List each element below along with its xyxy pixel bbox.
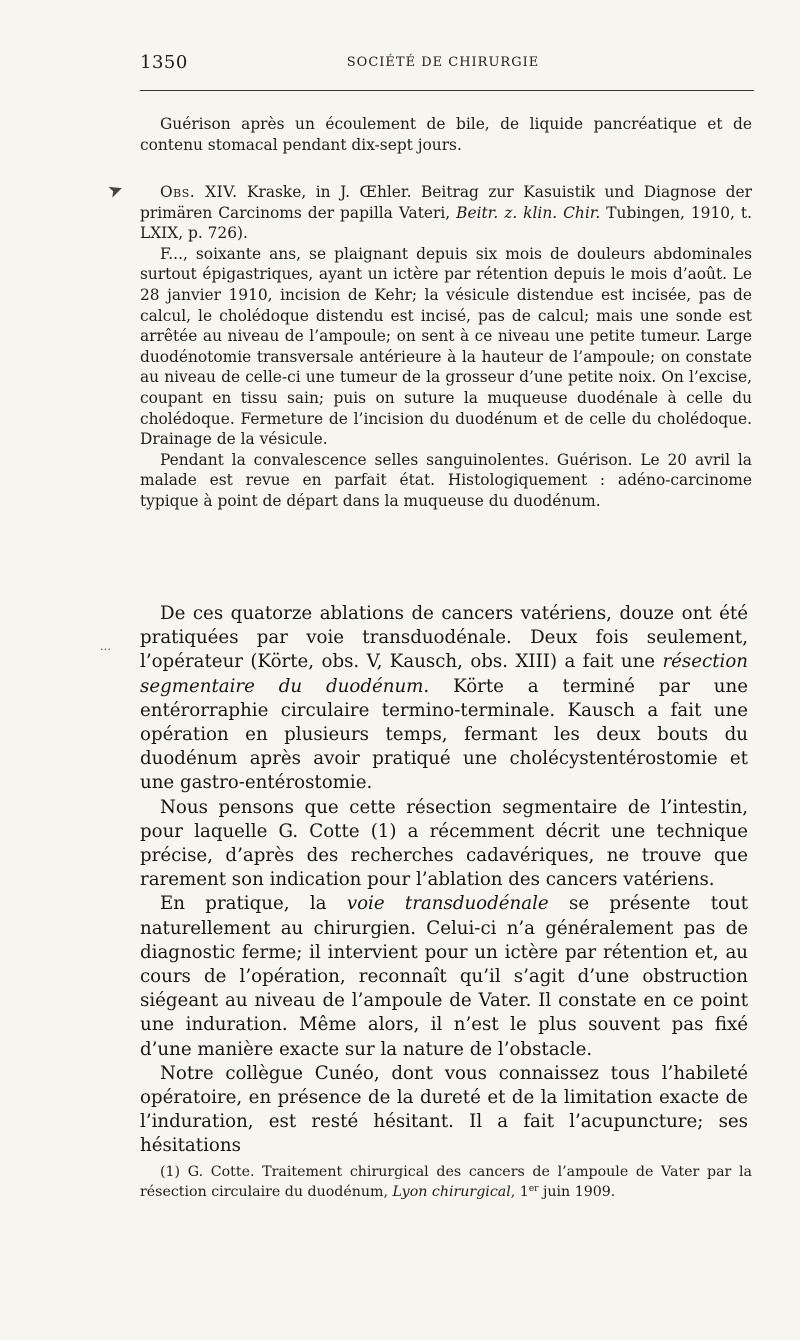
observation-xiv xyxy=(140,182,752,512)
body-paragraph-1-text-b: . Körte a terminé par une entérorraphie circulaire termino-terminale. Kausch a fait une opération en plusieurs temps, fermant les deux bouts du duodénum après avoir pratiqué une cholécystentérostomie et une gastro-entérostomie. xyxy=(140,675,748,794)
observation-reference xyxy=(140,182,752,244)
emphasis-resection: résection segmentaire du duodénum xyxy=(140,651,748,697)
body-paragraph-3-text-b: se présente tout naturellement au chirurgien. Celui-ci n’a généralement pas de diagnostic ferme; il intervient pour un ictère par rétention et, au cours de l’opération, reconnaît qu’il s’agit d’une obstruction siégeant au niveau de l’ampoule de Vater. Il constate en ce point une induration. Même alors, il n’est le plus souvent pas fixé d’une manière exacte sur la nature de l’obstacle. xyxy=(140,893,748,1060)
observation-paragraph-2: Pendant la convalescence selles sanguinolentes. Guérison. Le 20 avril la malade est revue en parfait état. Histologiquement : adéno-carcinome typique à point de départ dans la muqueuse du duodénum. xyxy=(140,450,752,510)
footnote-text-a: (1) G. Cotte. Traitement chirurgical des cancers de l’ampoule de Vater par la résection circulaire du duodénum, xyxy=(140,1164,752,1200)
page-header xyxy=(140,52,746,76)
previous-case-text: Guérison après un écoulement de bile, de liquide pancréatique et de contenu stomacal pendant dix-sept jours. xyxy=(140,115,752,154)
main-text xyxy=(140,602,748,1159)
body-paragraph-3 xyxy=(140,892,748,1061)
footnote xyxy=(140,1162,752,1202)
header-rule xyxy=(140,90,754,91)
footnote-superscript: er xyxy=(528,1184,539,1194)
margin-dot-icon: … xyxy=(100,640,111,653)
emphasis-transduodenal: voie transduodénale xyxy=(346,893,549,915)
body-paragraph-1 xyxy=(140,602,748,796)
body-paragraph-4: Notre collègue Cunéo, dont vous connaissez tous l’habileté opératoire, en présence de la dureté et de la limitation exacte de l’induration, est resté hésitant. Il a fait l’acupuncture; ses hésitations xyxy=(140,1062,748,1157)
reference-text-a: Kraske, in J. Œhler. Beitrag zur Kasuistik und Diagnose der primären Carcinoms der papilla Vateri, xyxy=(140,183,752,222)
previous-case-end xyxy=(140,114,752,155)
footnote-text xyxy=(140,1162,752,1202)
journal-title: Beitr. z. klin. Chir. xyxy=(456,203,601,222)
body-paragraph-1-text-a: De ces quatorze ablations de cancers vatériens, douze ont été pratiquées par voie transduodénale. Deux fois seulement, l’opérateur (Körte, obs. V, Kausch, obs. XIII) a fait une xyxy=(140,603,748,673)
footnote-text-b: , 1 xyxy=(510,1184,529,1200)
reference-text-b: Tubingen, 1910, t. LXIX, p. 726). xyxy=(140,203,752,243)
body-paragraph-2: Nous pensons que cette résection segmentaire de l’intestin, pour laquelle G. Cotte (1) a récemment décrit une technique précise, d’après des recherches cadavériques, ne trouve que rarement son indication pour l’ablation des cancers vatériens. xyxy=(140,796,748,891)
footnote-text-c: juin 1909. xyxy=(538,1184,616,1200)
footnote-journal: Lyon chirurgical xyxy=(392,1184,511,1200)
observation-heading: Obs. XIV. xyxy=(160,183,238,201)
observation-paragraph-1: F..., soixante ans, se plaignant depuis six mois de douleurs abdominales surtout épigastriques, ayant un ictère par rétention depuis le mois d’août. Le 28 janvier 1910, incision de Kehr; la vésicule distendue est incisée, pas de calcul, le cholédoque distendu est incisé, pas de calcul; mais une sonde est arrêtée au niveau de l’ampoule; on sent à ce niveau une petite tumeur. Large duodénotomie transversale antérieure à la hauteur de l’ampoule; on constate au niveau de celle-ci une tumeur de la grosseur d’une petite noix. On l’excise, coupant en tissu sain; puis on suture la muqueuse duodénale à celle du cholédoque. Fermeture de l’incision du duodénum et de celle du cholédoque. Drainage de la vésicule. xyxy=(140,244,752,449)
running-head: SOCIÉTÉ DE CHIRURGIE xyxy=(346,55,540,70)
body-paragraph-3-text-a: En pratique, la xyxy=(160,893,347,915)
page-number: 1350 xyxy=(140,52,188,73)
pencil-mark-icon: ➤ xyxy=(104,178,127,203)
